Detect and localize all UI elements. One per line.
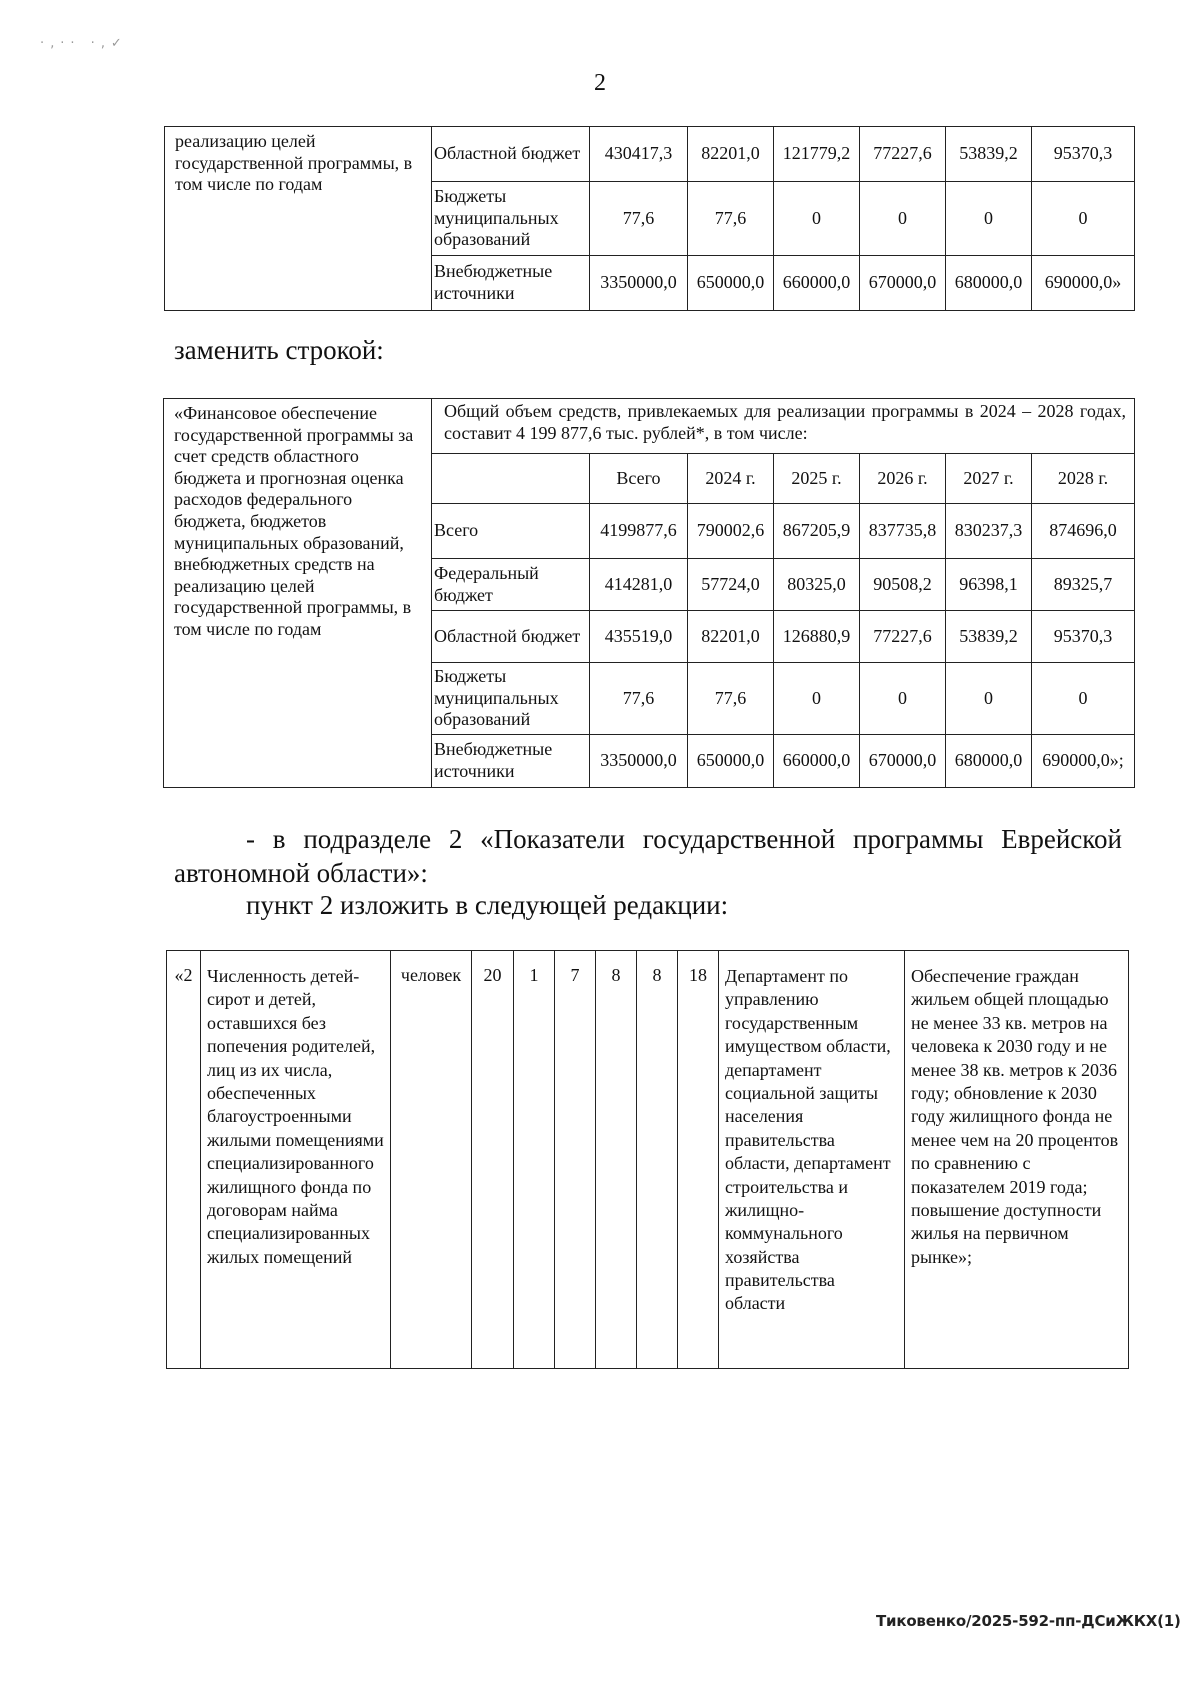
value-cell: 126880,9: [774, 611, 860, 663]
responsible-cell: Департамент по управлению государственным имуществом области, департамент социальной защиты населения правительства области, департамент строительства и жилищно-коммунального хозяйства правительства области: [719, 951, 905, 1369]
value-cell: 680000,0: [946, 256, 1032, 311]
paragraph-subsection: - в подразделе 2 «Показатели государственной программы Еврейской автономной области»:: [174, 824, 1122, 888]
column-header: 2028 г.: [1032, 454, 1135, 504]
table-row: [164, 399, 1135, 454]
value-cell: 121779,2: [774, 127, 860, 182]
indicator-name: Численность детей-сирот и детей, оставшихся без попечения родителей, лиц из их числа, обеспеченных благоустроенными жилыми помещениями специализированного жилищного фонда по договорам найма специализированных жилых помещений: [201, 951, 391, 1369]
value-cell: 0: [774, 663, 860, 735]
value-cell: 660000,0: [774, 256, 860, 311]
side-text: «Финансовое обеспечение государственной программы за счет средств областного бюджета и прогнозная оценка расходов федерального бюджета, бюджетов муниципальных образований, внебюджетных средств на реализацию целей государственной программы, в том числе по годам: [164, 399, 432, 788]
value-cell: 414281,0: [590, 559, 688, 611]
value-cell: 0: [946, 663, 1032, 735]
value-cell: 670000,0: [860, 735, 946, 788]
side-text: реализацию целей государственной программы, в том числе по годам: [165, 127, 432, 311]
value-cell: 680000,0: [946, 735, 1032, 788]
value-cell: 77227,6: [860, 611, 946, 663]
item-number: «2: [167, 951, 201, 1369]
table-row: [167, 951, 1129, 1369]
value-cell: 96398,1: [946, 559, 1032, 611]
value-cell: 0: [774, 182, 860, 256]
value-cell: 867205,9: [774, 504, 860, 559]
value-cell: 80325,0: [774, 559, 860, 611]
row-label: Федеральный бюджет: [432, 559, 590, 611]
value-cell: 8: [637, 951, 678, 1369]
value-cell: 435519,0: [590, 611, 688, 663]
table-row: [165, 127, 1135, 182]
value-cell: 77,6: [688, 663, 774, 735]
value-cell: 0: [1032, 663, 1135, 735]
value-cell: 690000,0»;: [1032, 735, 1135, 788]
paragraph-item: пункт 2 изложить в следующей редакции:: [246, 890, 729, 920]
value-cell: 90508,2: [860, 559, 946, 611]
row-label: Внебюджетные источники: [432, 735, 590, 788]
row-label: Бюджеты муниципальных образований: [432, 663, 590, 735]
value-cell: 690000,0»: [1032, 256, 1135, 311]
value-cell: 874696,0: [1032, 504, 1135, 559]
value-cell: 8: [596, 951, 637, 1369]
value-cell: 670000,0: [860, 256, 946, 311]
intro-text: Общий объем средств, привлекаемых для реализации программы в 2024 – 2028 годах, составит 4 199 877,6 тыс. рублей*, в том числе:: [432, 399, 1135, 454]
value-cell: 0: [1032, 182, 1135, 256]
scan-mark: ·‚·· ·‚✓: [40, 36, 128, 51]
value-cell: 7: [555, 951, 596, 1369]
row-label: Областной бюджет: [432, 611, 590, 663]
page-number: 2: [594, 70, 606, 96]
value-cell: 430417,3: [590, 127, 688, 182]
value-cell: 3350000,0: [590, 256, 688, 311]
value-cell: 18: [678, 951, 719, 1369]
value-cell: 53839,2: [946, 127, 1032, 182]
value-cell: 0: [946, 182, 1032, 256]
value-cell: 53839,2: [946, 611, 1032, 663]
value-cell: 77,6: [590, 182, 688, 256]
value-cell: 0: [860, 182, 946, 256]
value-cell: 4199877,6: [590, 504, 688, 559]
value-cell: 77227,6: [860, 127, 946, 182]
value-cell: 77,6: [688, 182, 774, 256]
goal-cell: Обеспечение граждан жильем общей площадью не менее 33 кв. метров на человека к 2030 году и не менее 38 кв. метров к 2036 году; обновление к 2030 году жилищного фонда не менее чем на 20 процентов по сравнению с показателем 2019 года; повышение доступности жилья на первичном рынке»;: [905, 951, 1129, 1369]
row-label: Бюджеты муниципальных образований: [432, 182, 590, 256]
value-cell: 650000,0: [688, 735, 774, 788]
column-header: 2024 г.: [688, 454, 774, 504]
row-label: Областной бюджет: [432, 127, 590, 182]
column-header: Всего: [590, 454, 688, 504]
table-new-financing: [163, 398, 1135, 788]
value-cell: 77,6: [590, 663, 688, 735]
value-cell: 1: [514, 951, 555, 1369]
value-cell: 95370,3: [1032, 611, 1135, 663]
row-label: Внебюджетные источники: [432, 256, 590, 311]
value-cell: 837735,8: [860, 504, 946, 559]
column-header: 2027 г.: [946, 454, 1032, 504]
value-cell: 790002,6: [688, 504, 774, 559]
footer-reference: Тиковенко/2025-592-пп-ДСиЖКХ(1): [876, 1612, 1181, 1630]
column-header: 2025 г.: [774, 454, 860, 504]
value-cell: 57724,0: [688, 559, 774, 611]
value-cell: 830237,3: [946, 504, 1032, 559]
column-header: 2026 г.: [860, 454, 946, 504]
value-cell: 82201,0: [688, 611, 774, 663]
value-cell: 0: [860, 663, 946, 735]
value-cell: 89325,7: [1032, 559, 1135, 611]
row-label: Всего: [432, 504, 590, 559]
value-cell: 3350000,0: [590, 735, 688, 788]
replace-heading: заменить строкой:: [174, 335, 384, 365]
value-cell: 660000,0: [774, 735, 860, 788]
value-cell: 650000,0: [688, 256, 774, 311]
unit-cell: человек: [391, 951, 472, 1369]
value-cell: 82201,0: [688, 127, 774, 182]
value-cell: 95370,3: [1032, 127, 1135, 182]
column-header: [432, 454, 590, 504]
table-indicator-item: [166, 950, 1129, 1369]
value-cell: 20: [472, 951, 514, 1369]
table-top-continued: [164, 126, 1135, 311]
